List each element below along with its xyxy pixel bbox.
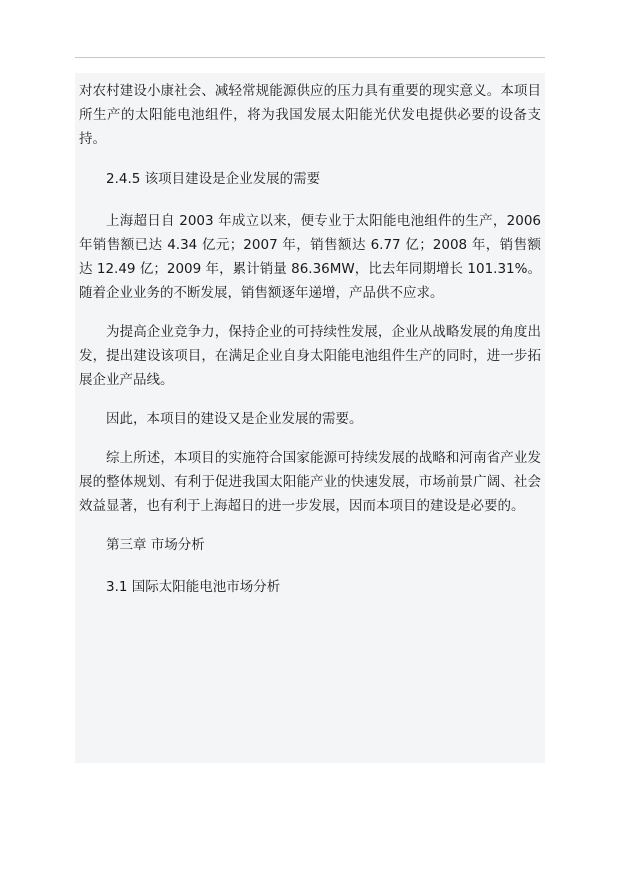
document-body: [75, 73, 545, 763]
paragraph-conclusion-need: 因此，本项目的建设又是企业发展的需要。: [106, 411, 363, 427]
paragraph-company-sales: 上海超日自 2003 年成立以来，便专业于太阳能电池组件的生产，2006 年销售额已达 4.34 亿元；2007 年，销售额达 6.77 亿；2008 年，销售额达 12.49 亿；2009 年，累计销量 86.36MW，比去年同期增长 101.31%。随着企业业务的不断发展，销售额逐年递增，产品供不应求。: [79, 213, 541, 301]
section-heading-3-1: 3.1 国际太阳能电池市场分析: [106, 579, 281, 595]
paragraph-competitiveness: 为提高企业竞争力，保持企业的可持续性发展，企业从战略发展的角度出发，提出建设该项目，在满足企业自身太阳能电池组件生产的同时，进一步拓展企业产品线。: [79, 324, 541, 388]
paragraph-summary: 综上所述，本项目的实施符合国家能源可持续发展的战略和河南省产业发展的整体规划、有利于促进我国太阳能产业的快速发展，市场前景广阔、社会效益显著，也有利于上海超日的进一步发展，因而本项目的建设是必要的。: [79, 450, 541, 514]
paragraph-continuation: 对农村建设小康社会、减轻常规能源供应的压力具有重要的现实意义。本项目所生产的太阳能电池组件，将为我国发展太阳能光伏发电提供必要的设备支持。: [79, 83, 541, 147]
section-heading-2-4-5: 2.4.5 该项目建设是企业发展的需要: [106, 171, 321, 187]
header-divider: [75, 57, 545, 58]
chapter-heading: 第三章 市场分析: [106, 537, 205, 553]
